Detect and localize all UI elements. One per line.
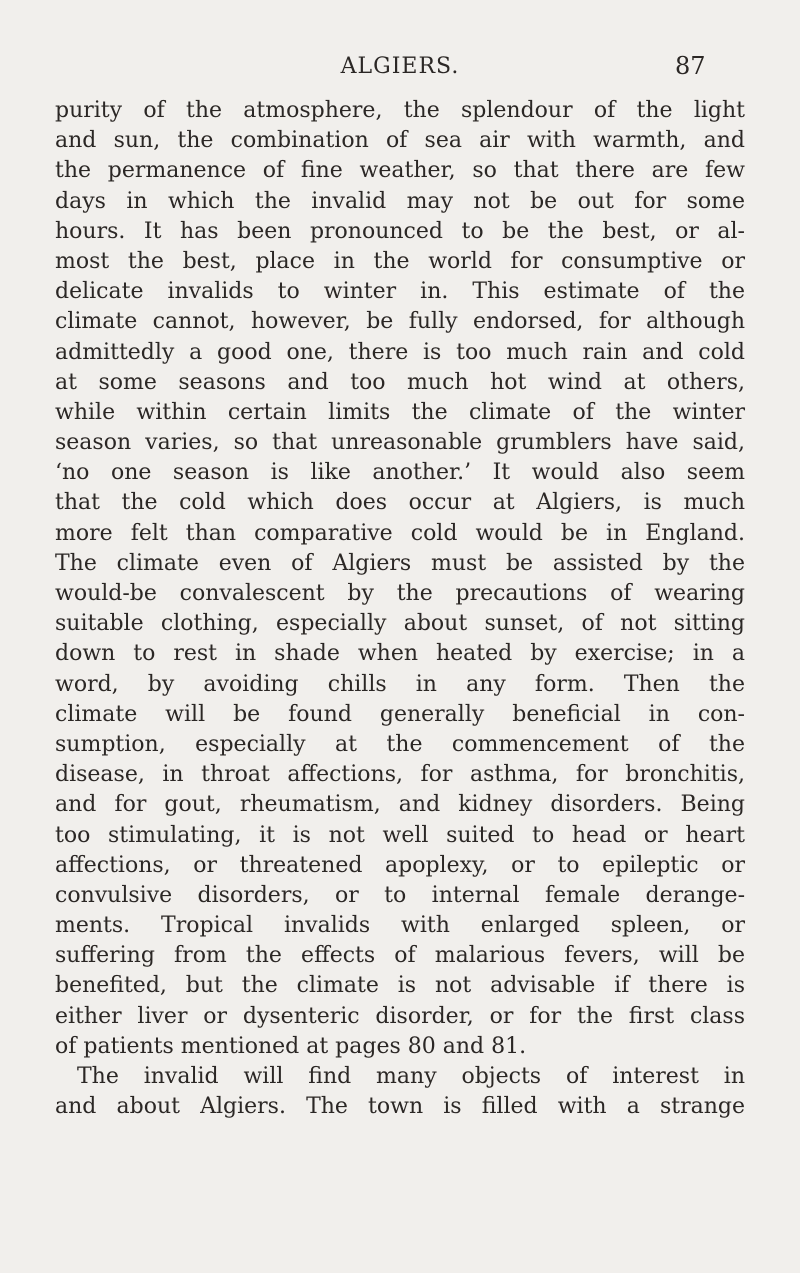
text-line: suitable clothing, especially about sunset, of not sitting: [55, 611, 745, 637]
paragraph-first-line: The invalid will find many objects of interest in: [77, 1064, 745, 1089]
text-line: at some seasons and too much hot wind at others,: [55, 369, 745, 395]
text-line: and sun, the combination of sea air with warmth, and: [55, 128, 745, 154]
page-header: [55, 52, 745, 84]
text-line: days in which the invalid may not be out for some: [55, 188, 745, 214]
text-line: too stimulating, it is not well suited to head or heart: [55, 822, 745, 848]
text-line: either liver or dysenteric disorder, or for the first class: [55, 1003, 745, 1029]
text-line: affections, or threatened apoplexy, or to epileptic or: [55, 852, 745, 878]
text-line: climate cannot, however, be fully endorsed, for although: [55, 309, 745, 335]
page-number: 87: [675, 52, 706, 80]
text-line: disease, in throat affections, for asthma, for bronchitis,: [55, 762, 745, 788]
text-line: more felt than comparative cold would be in England.: [55, 520, 745, 546]
body-text: [55, 96, 745, 1122]
text-line: down to rest in shade when heated by exercise; in a: [55, 641, 745, 667]
text-line: suffering from the effects of malarious fevers, will be: [55, 943, 745, 969]
text-line: ‘no one season is like another.’ It would also seem: [55, 460, 745, 486]
text-line: purity of the atmosphere, the splendour of the light: [55, 98, 745, 123]
text-line: and for gout, rheumatism, and kidney disorders. Being: [55, 792, 745, 818]
text-line: admittedly a good one, there is too much rain and cold: [55, 339, 745, 365]
text-line: of patients mentioned at pages 80 and 81.: [55, 1033, 527, 1059]
text-line: most the best, place in the world for consumptive or: [55, 248, 745, 274]
text-line: while within certain limits the climate of the winter: [55, 399, 745, 425]
text-line: season varies, so that unreasonable grumblers have said,: [55, 430, 745, 456]
text-line: delicate invalids to winter in. This estimate of the: [55, 279, 745, 305]
text-line: the permanence of fine weather, so that there are few: [55, 158, 745, 184]
text-line: sumption, especially at the commencement of the: [55, 731, 745, 757]
text-line: ments. Tropical invalids with enlarged spleen, or: [55, 913, 745, 939]
text-line: and about Algiers. The town is filled with a strange: [55, 1094, 745, 1120]
text-line: convulsive disorders, or to internal female derange-: [55, 882, 745, 908]
text-line: that the cold which does occur at Algiers, is much: [55, 490, 745, 516]
text-line: would-be convalescent by the precautions of wearing: [55, 581, 745, 606]
text-line: benefited, but the climate is not advisable if there is: [55, 973, 745, 999]
text-line: climate will be found generally beneficial in con-: [55, 701, 745, 727]
text-line: word, by avoiding chills in any form. Then the: [55, 671, 745, 697]
text-line: hours. It has been pronounced to be the best, or al-: [55, 218, 745, 244]
text-line: The climate even of Algiers must be assisted by the: [55, 550, 745, 576]
running-title: ALGIERS.: [340, 54, 460, 79]
